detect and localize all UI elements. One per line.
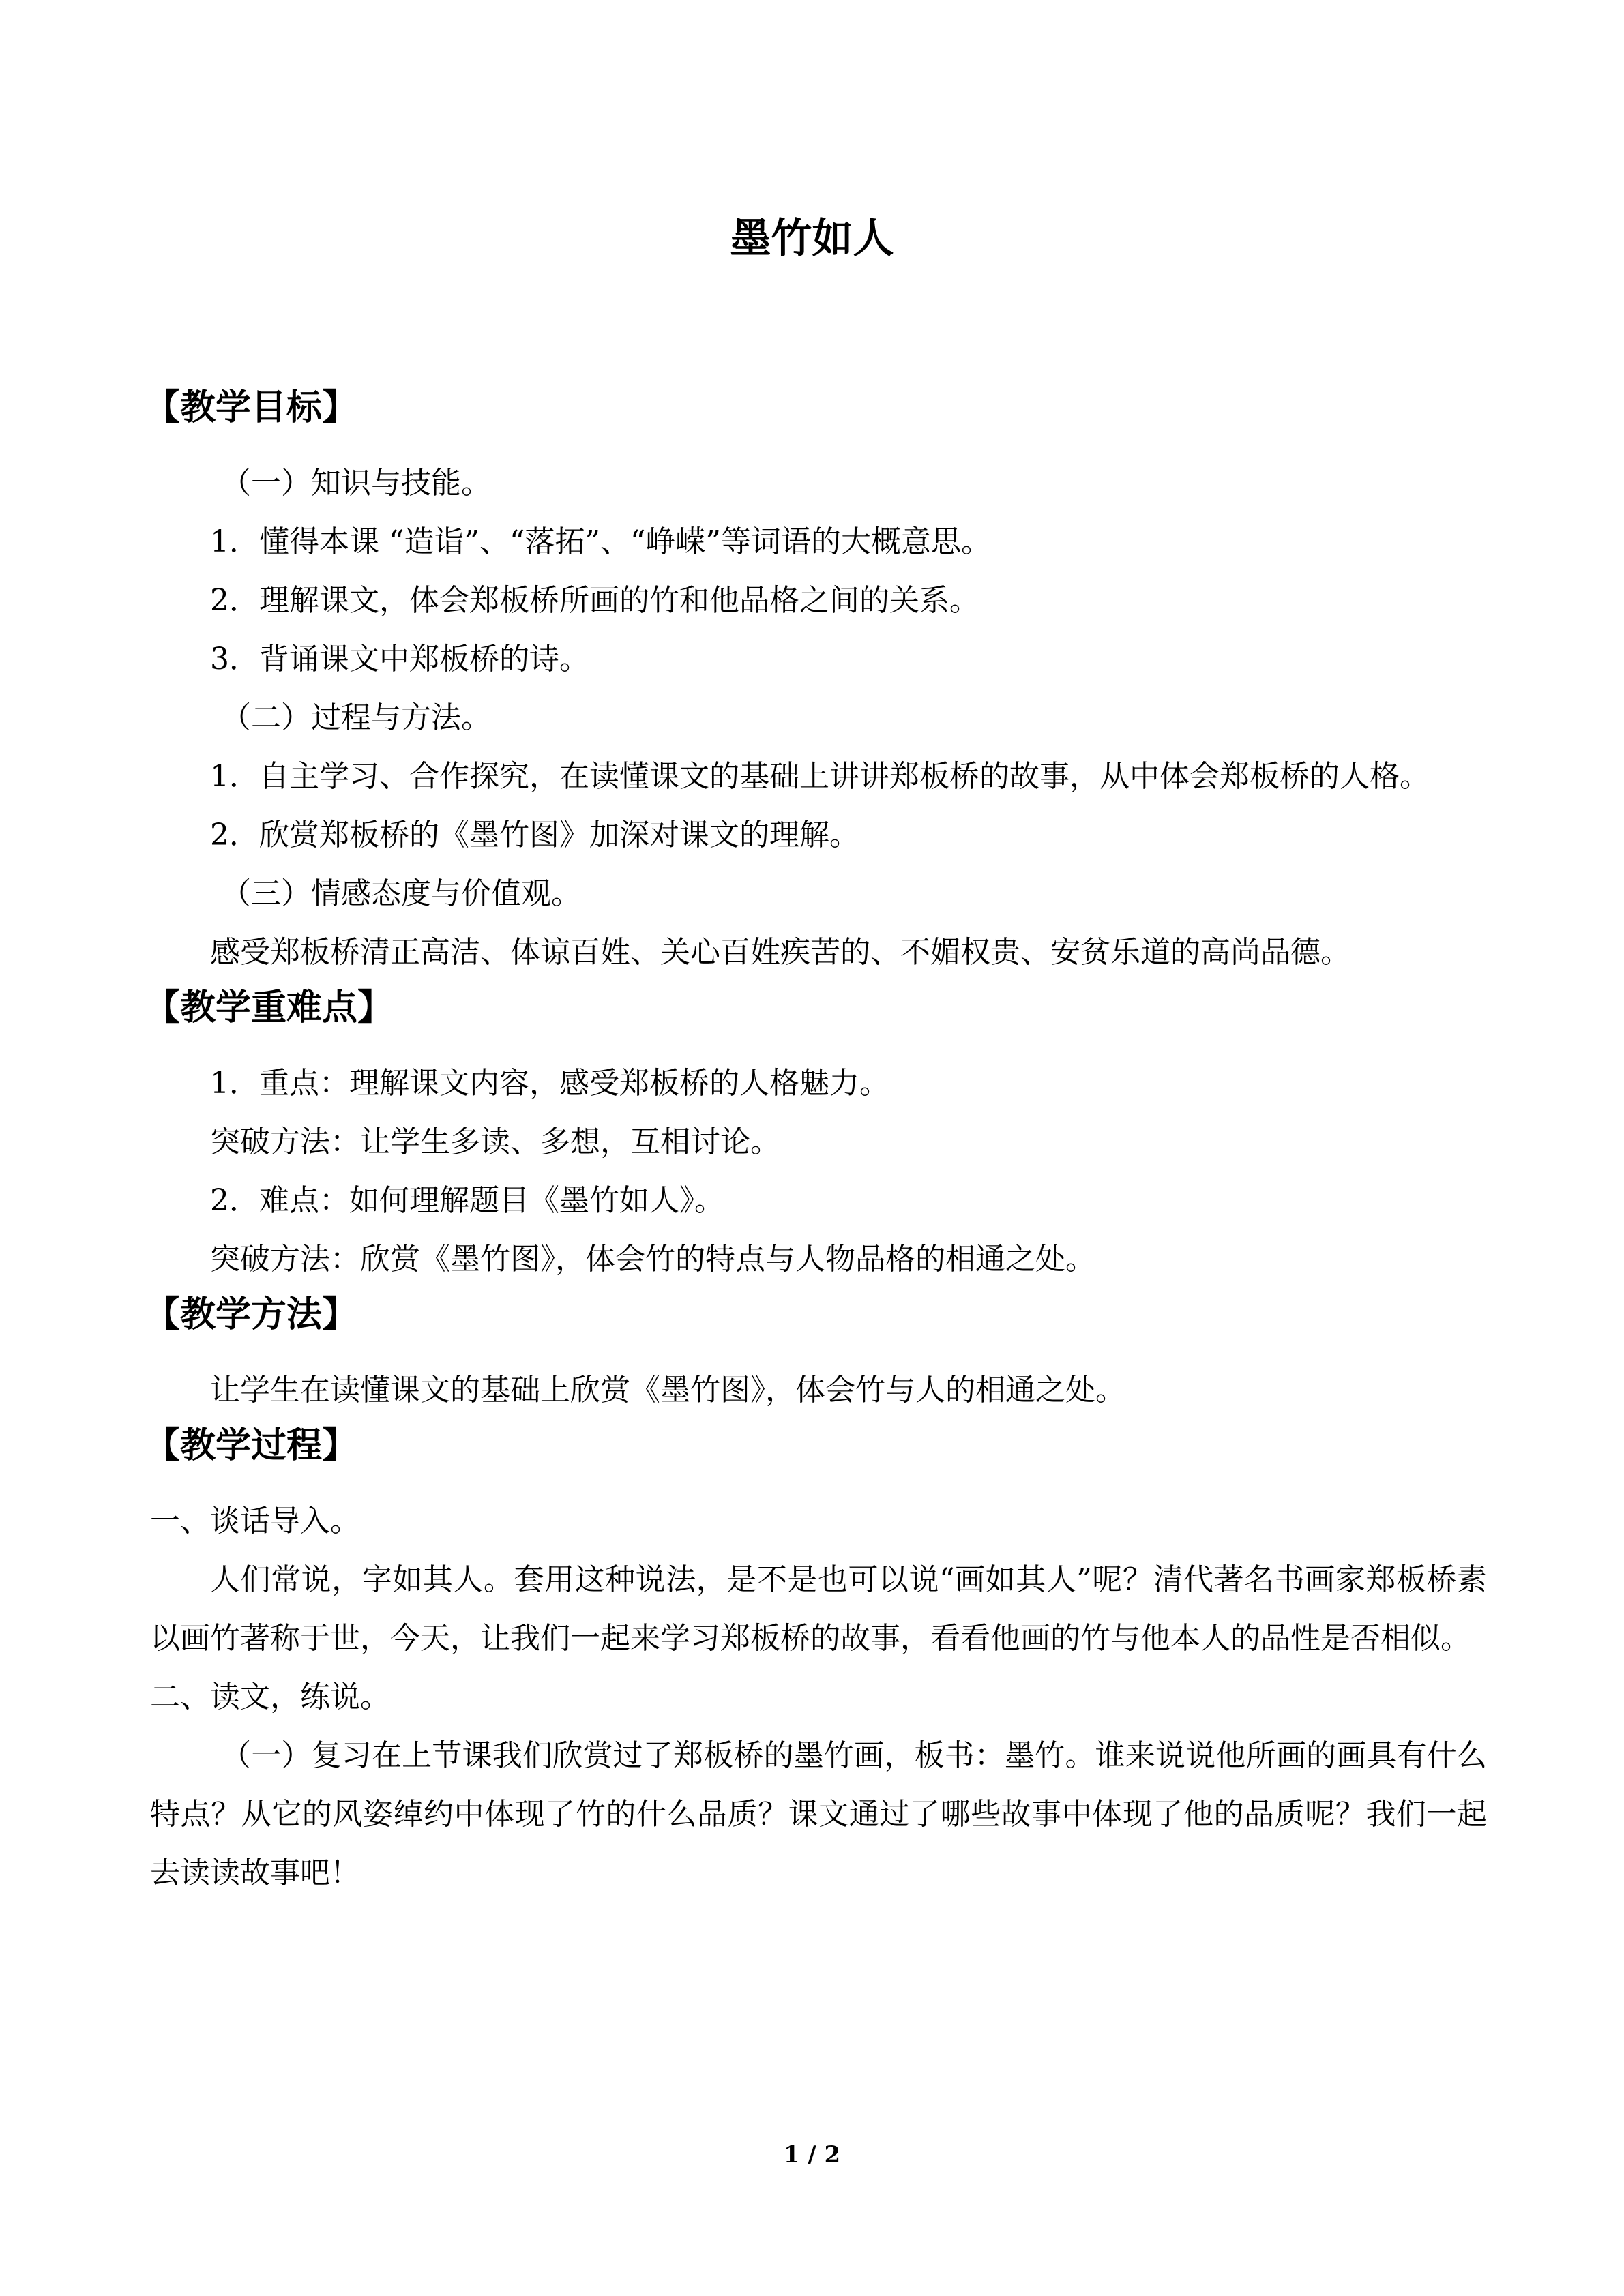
section-heading-key-points: 【教学重难点】 [145, 987, 394, 1028]
document-body [145, 382, 1487, 1903]
paragraph: （二）过程与方法。 [221, 700, 491, 735]
paragraph: 1．重点：理解课文内容，感受郑板桥的人格魅力。 [210, 1066, 889, 1101]
paragraph: 3．背诵课文中郑板桥的诗。 [210, 642, 589, 676]
paragraph: 1．懂得本课 “造诣”、“落拓”、“峥嵘”等词语的大概意思。 [210, 524, 991, 559]
paragraph: 2．难点：如何理解题目《墨竹如人》。 [210, 1183, 724, 1218]
page-number: 1 / 2 [783, 2141, 841, 2168]
paragraph: 2．理解课文，体会郑板桥所画的竹和他品格之间的关系。 [210, 583, 979, 618]
paragraph: 1．自主学习、合作探究，在读懂课文的基础上讲讲郑板桥的故事，从中体会郑板桥的人格。 [210, 759, 1430, 794]
paragraph: 一、谈话导入。 [150, 1504, 360, 1538]
paragraph: 二、读文，练说。 [150, 1680, 390, 1714]
paragraph: （一）复习在上节课我们欣赏过了郑板桥的墨竹画，板书：墨竹。谁来说说他所画的画具有什么特点？从它的风姿绰约中体现了竹的什么品质？课文通过了哪些故事中体现了他的品质呢？我们一起去读读故事吧！ [150, 1738, 1487, 1890]
section-heading-methods: 【教学方法】 [145, 1294, 358, 1335]
paragraph: （一）知识与技能。 [221, 466, 491, 501]
paragraph: 让学生在读懂课文的基础上欣赏《墨竹图》，体会竹与人的相通之处。 [210, 1373, 1125, 1407]
section-heading-objectives: 【教学目标】 [145, 387, 358, 428]
paragraph: 2．欣赏郑板桥的《墨竹图》加深对课文的理解。 [210, 818, 859, 852]
document-title: 墨竹如人 [730, 215, 894, 263]
paragraph: （三）情感态度与价值观。 [221, 876, 581, 911]
paragraph: 感受郑板桥清正高洁、体谅百姓、关心百姓疾苦的、不媚权贵、安贫乐道的高尚品德。 [210, 935, 1350, 970]
section-heading-process: 【教学过程】 [145, 1425, 358, 1466]
paragraph: 人们常说，字如其人。套用这种说法，是不是也可以说“画如其人”呢？清代著名书画家郑板桥素以画竹著称于世，今天，让我们一起来学习郑板桥的故事，看看他画的竹与他本人的品性是否相似。 [150, 1562, 1487, 1656]
paragraph: 突破方法：欣赏《墨竹图》，体会竹的特点与人物品格的相通之处。 [210, 1242, 1095, 1277]
paragraph: 突破方法：让学生多读、多想，互相讨论。 [210, 1124, 780, 1159]
